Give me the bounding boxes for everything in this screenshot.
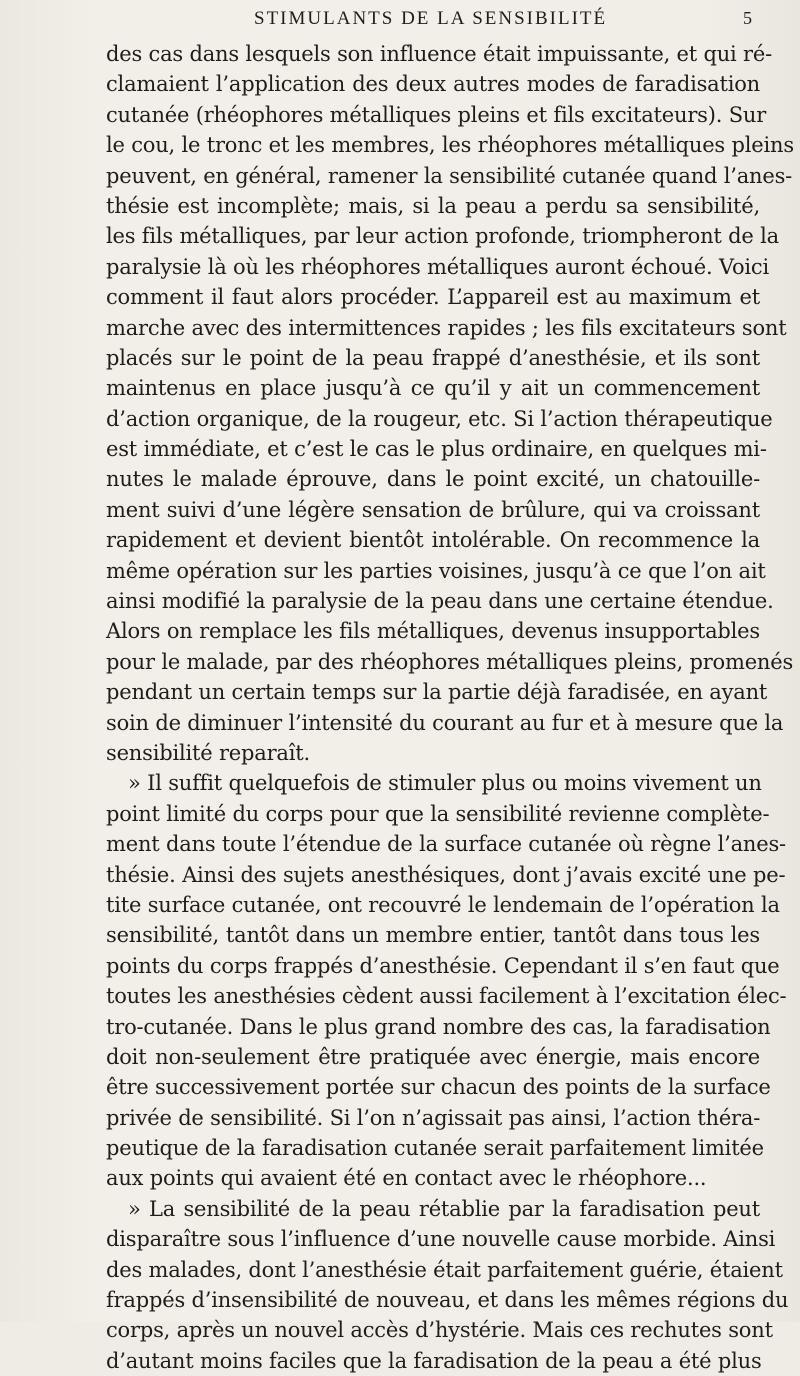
text-line: aux points qui avaient été en contact avec le rhéophore... xyxy=(106,1166,707,1191)
text-line: doit non-seulement être pratiquée avec énergie, mais encore xyxy=(106,1044,760,1069)
page-number: 5 xyxy=(743,8,752,28)
text-line: disparaître sous l’influence d’une nouvelle cause morbide. Ainsi xyxy=(106,1227,776,1252)
text-line: des malades, dont l’anesthésie était parfaitement guérie, étaient xyxy=(106,1257,783,1282)
text-line: » Il suffit quelquefois de stimuler plus ou moins vivement un xyxy=(128,771,762,796)
text-line: même opération sur les parties voisines, jusqu’à ce que l’on ait xyxy=(106,558,766,583)
text-line: sensibilité, tantôt dans un membre entier, tantôt dans tous les xyxy=(106,923,760,948)
text-line: thésie. Ainsi des sujets anesthésiques, dont j’avais excité une pe- xyxy=(106,862,786,887)
text-line: des cas dans lesquels son influence était impuissante, et qui ré- xyxy=(106,42,772,66)
text-line: le cou, le tronc et les membres, les rhéophores métalliques pleins xyxy=(106,133,794,158)
body-text xyxy=(106,39,794,1376)
text-line: toutes les anesthésies cèdent aussi facilement à l’excitation élec- xyxy=(106,984,787,1009)
text-line: marche avec des intermittences rapides ; les fils excitateurs sont xyxy=(106,315,787,340)
text-line: d’autant moins faciles que la faradisation de la peau a été plus xyxy=(106,1348,762,1373)
text-line: ment dans toute l’étendue de la surface cutanée où règne l’anes- xyxy=(106,832,786,857)
page-header xyxy=(104,8,752,38)
running-head: STIMULANTS DE LA SENSIBILITÉ xyxy=(254,8,608,29)
text-line: clamaient l’application des deux autres modes de faradisation xyxy=(106,72,760,97)
text-line: soin de diminuer l’intensité du courant au fur et à mesure que la xyxy=(106,710,784,735)
text-line: ainsi modifié la paralysie de la peau dans une certaine étendue. xyxy=(106,589,774,614)
text-line: thésie est incomplète; mais, si la peau a perdu sa sensibilité, xyxy=(106,193,760,218)
text-line: comment il faut alors procéder. L’appareil est au maximum et xyxy=(106,285,760,310)
text-line: peutique de la faradisation cutanée serait parfaitement limitée xyxy=(106,1136,764,1161)
text-line: maintenus en place jusqu’à ce qu’il y ait un commencement xyxy=(106,376,760,401)
text-line: être successivement portée sur chacun des points de la surface xyxy=(106,1075,771,1100)
text-line: sensibilité reparaît. xyxy=(106,740,310,765)
text-line: tite surface cutanée, ont recouvré le lendemain de l’opération la xyxy=(106,892,780,917)
text-line: cutanée (rhéophores métalliques pleins et fils excitateurs). Sur xyxy=(106,102,767,127)
text-line: d’action organique, de la rougeur, etc. Si l’action thérapeutique xyxy=(106,406,773,431)
text-line: Alors on remplace les fils métalliques, devenus insupportables xyxy=(106,619,760,644)
text-line: » La sensibilité de la peau rétablie par la faradisation peut xyxy=(128,1196,760,1221)
text-line: point limité du corps pour que la sensibilité revienne complète- xyxy=(106,801,770,826)
text-line: ment suivi d’une légère sensation de brûlure, qui va croissant xyxy=(106,497,760,522)
text-line: pendant un certain temps sur la partie déjà faradisée, en ayant xyxy=(106,680,768,705)
text-line: peuvent, en général, ramener la sensibilité cutanée quand l’anes- xyxy=(106,163,793,188)
text-line: pour le malade, par des rhéophores métalliques pleins, promenés xyxy=(106,649,794,674)
text-line: corps, après un nouvel accès d’hystérie. Mais ces rechutes sont xyxy=(106,1318,773,1343)
text-line: paralysie là où les rhéophores métalliques auront échoué. Voici xyxy=(106,254,770,279)
text-line: privée de sensibilité. Si l’on n’agissait pas ainsi, l’action théra- xyxy=(106,1105,761,1130)
text-line: points du corps frappés d’anesthésie. Cependant il s’en faut que xyxy=(106,953,780,978)
text-line: est immédiate, et c’est le cas le plus ordinaire, en quelques mi- xyxy=(106,437,767,462)
text-line: tro-cutanée. Dans le plus grand nombre des cas, la faradisation xyxy=(106,1014,771,1039)
text-line: nutes le malade éprouve, dans le point excité, un chatouille- xyxy=(106,467,760,492)
text-line: rapidement et devient bientôt intolérable. On recommence la xyxy=(106,528,760,553)
text-line: les fils métalliques, par leur action profonde, triompheront de la xyxy=(106,224,779,249)
text-line: frappés d’insensibilité de nouveau, et dans les mêmes régions du xyxy=(106,1288,789,1313)
text-line: placés sur le point de la peau frappé d’anesthésie, et ils sont xyxy=(106,345,760,370)
